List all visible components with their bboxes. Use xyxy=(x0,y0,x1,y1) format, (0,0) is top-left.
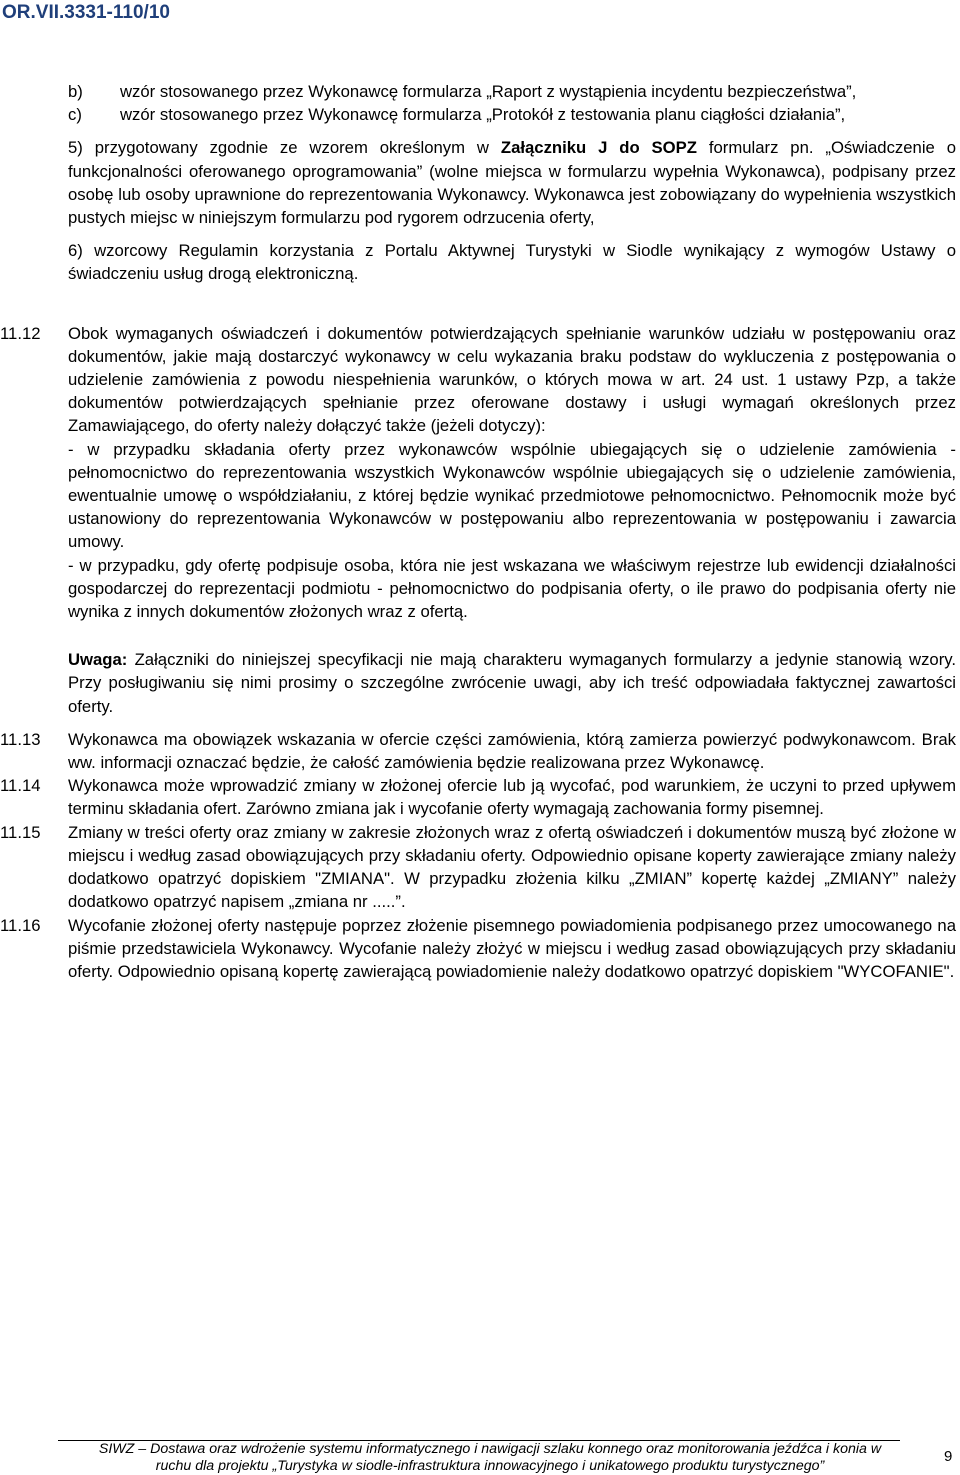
section-paragraph: Obok wymaganych oświadczeń i dokumentów potwierdzających spełnianie warunków udziału w postępowaniu oraz dokumentów, jakie mają dostarczyć wykonawcy w celu wykazania braku podstaw do wykluczenia z postępowania o udzielenie zamówienia z powodu niespełnienia warunków, o których mowa w art. 24 ust. 1 ustawy Pzp, a także dokumentów potwierdzających spełnianie przez oferowane dostawy i usługi wymagań określonych przez Zamawiającego, do oferty należy dołączyć także (jeżeli dotyczy): xyxy=(68,323,956,436)
document-body xyxy=(0,80,956,983)
section-paragraph: Wykonawca ma obowiązek wskazania w ofercie części zamówienia, którą zamierza powierzyć podwykonawcom. Brak ww. informacji oznaczać będzie, że całość zamówienia będzie realizowana przez Wykonawcę. xyxy=(68,729,956,773)
footer-line-1: SIWZ – Dostawa oraz wdrożenie systemu informatycznego i nawigacji szlaku konnego oraz monitorowania jeźdźca i konia w xyxy=(98,1441,882,1457)
note-label: Uwaga: xyxy=(68,650,128,670)
section-number: 11.16 xyxy=(0,915,41,935)
section-paragraph: - w przypadku, gdy ofertę podpisuje osoba, która nie jest wskazana we właściwym rejestrze lub ewidencji działalności gospodarczej do reprezentacji podmiotu - pełnomocnictwo do podpisania oferty, o ile prawo do podpisania oferty nie wynika z innych dokumentów złożonych wraz z ofertą. xyxy=(68,555,956,622)
section-paragraph: Wycofanie złożonej oferty następuje poprzez złożenie pisemnego powiadomienia podpisanego przez umocowanego na piśmie przedstawiciela Wykonawcy. Wycofanie należy złożyć w miejscu i według zasad obowiązujących przy składaniu oferty. Odpowiednio opisaną kopertę zawierającą powiadomienie należy dodatkowo opatrzyć dopiskiem "WYCOFANIE". xyxy=(68,915,956,981)
list-label: b) xyxy=(68,82,83,101)
page-footer xyxy=(40,1441,940,1475)
list-item-b xyxy=(68,80,956,103)
section-paragraph: Zmiany w treści oferty oraz zmiany w zakresie złożonych wraz z ofertą oświadczeń i dokumentów muszą być złożone w miejscu i według zasad obowiązujących przy składaniu oferty. Odpowiednio opisane koperty zawierające zmiany należy dodatkowo opatrzyć dopiskiem "ZMIANA". W przypadku złożenia kilku „ZMIAN” kopertę każdej „ZMIANY” należy dodatkowo opatrzyć napisem „zmiana nr .....”. xyxy=(68,822,956,912)
note-paragraph: Uwaga: Załączniki do niniejszej specyfikacji nie mają charakteru wymaganych formularzy a jedynie stanowią wzory. Przy posługiwaniu się nimi prosimy o szczególne zwrócenie uwagi, aby ich treść odpowiadała faktycznej zawartości oferty. xyxy=(68,650,956,716)
annex-reference: Załączniku J do SOPZ xyxy=(500,138,697,158)
list-text: wzór stosowanego przez Wykonawcę formularza „Raport z wystąpienia incydentu bezpieczeństwa”, xyxy=(120,82,857,101)
list-label: c) xyxy=(68,105,82,125)
page-number: 9 xyxy=(944,1448,953,1465)
document-reference: OR.VII.3331-110/10 xyxy=(2,2,170,23)
section-11-16 xyxy=(0,914,956,984)
section-number: 11.14 xyxy=(0,776,41,796)
section-paragraph: Wykonawca może wprowadzić zmiany w złożonej ofercie lub ją wycofać, pod warunkiem, że uczyni to przed upływem terminu składania ofert. Zarówno zmiana jak i wycofanie oferty wymagają zachowania formy pisemnej. xyxy=(68,776,956,819)
list-item-c xyxy=(68,103,956,126)
section-paragraph: - w przypadku składania oferty przez wykonawców wspólnie ubiegających się o udzielenie zamówienia - pełnomocnictwo do reprezentowania wszystkich Wykonawców wspólnie ubiegających się o udzielenie zamówienia, ewentualnie umowę o współdziałaniu, z której będzie wynikać przedmiotowe pełnomocnictwo. Pełnomocnik może być ustanowiony do reprezentowania Wykonawców w postępowaniu albo reprezentowania w postępowaniu i zawarcia umowy. xyxy=(68,439,956,552)
section-11-13 xyxy=(0,728,956,774)
section-11-15 xyxy=(0,821,956,914)
section-11-12 xyxy=(0,322,956,718)
section-number: 11.15 xyxy=(0,822,41,842)
list-text: wzór stosowanego przez Wykonawcę formularza „Protokół z testowania planu ciągłości działania”, xyxy=(120,105,846,125)
item-5: 5) przygotowany zgodnie ze wzorem określonym w Załączniku J do SOPZ formularz pn. „Oświadczenie o funkcjonalności oferowanego oprogramowania” (wolne miejsca w formularzu wypełnia Wykonawca), podpisany przez osobę lub osoby uprawnione do reprezentowania Wykonawcy. Wykonawca jest zobowiązany do wypełnienia wszystkich pustych miejsc w niniejszym formularzu pod rygorem odrzucenia oferty, xyxy=(68,138,956,228)
item-6: 6) wzorcowy Regulamin korzystania z Portalu Aktywnej Turystyki w Siodle wynikający z wymogów Ustawy o świadczeniu usług drogą elektroniczną. xyxy=(68,241,956,284)
section-11-14 xyxy=(0,774,956,820)
footer-line-2: ruchu dla projektu „Turystyka w siodle-infrastruktura innowacyjnego i unikatowego produktu turystycznego” xyxy=(155,1458,825,1474)
section-number: 11.12 xyxy=(0,323,41,343)
section-number: 11.13 xyxy=(0,729,41,749)
